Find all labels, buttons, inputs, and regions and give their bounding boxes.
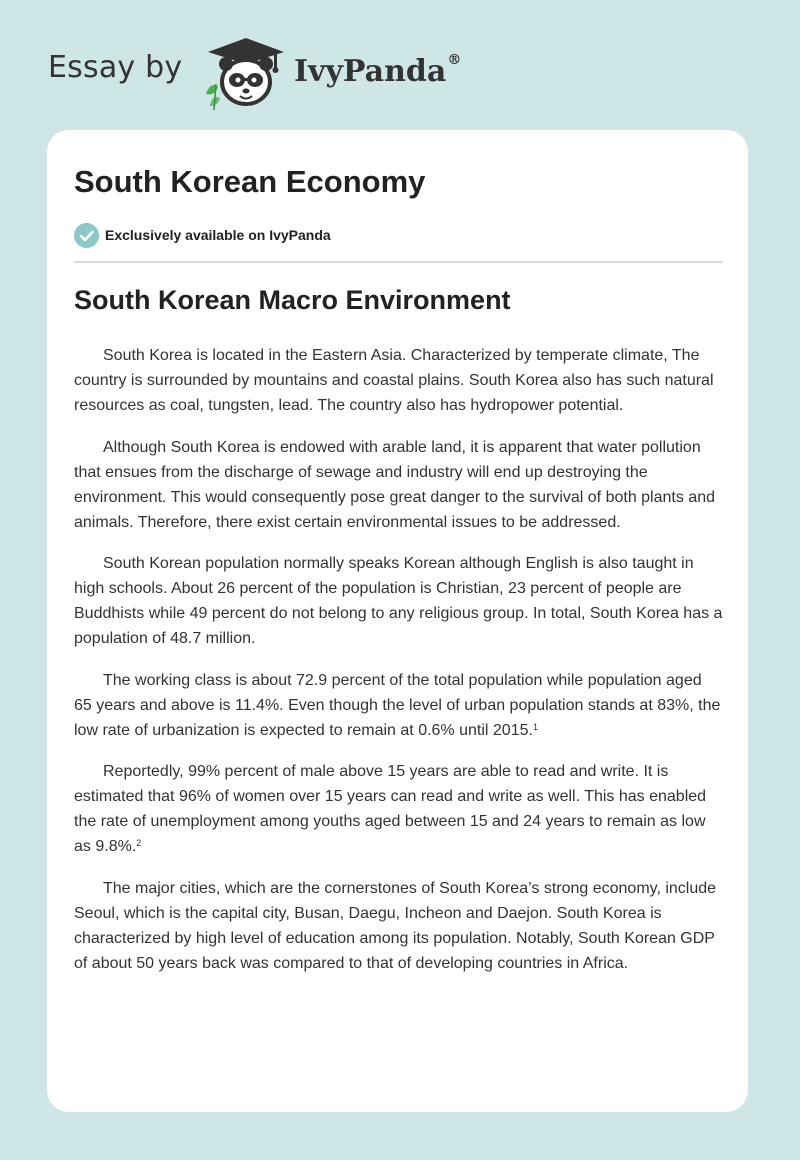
paragraph-text: Although South Korea is endowed with arable land, it is apparent that water pollution that ensues from the discharge of sewage and industry will end up destroying the environment. This would consequently pose great danger to the survival of both plants and animals. Therefore, there exist certain environmental issues to be addressed.	[74, 438, 715, 531]
section-heading: South Korean Macro Environment	[74, 285, 511, 315]
panda-logo-icon	[202, 34, 288, 110]
paragraph-text: Reportedly, 99% percent of male above 15 years are able to read and write. It is estimated that 96% of women over 15 years can read and write as well. This has enabled the rate of unemployment among youths aged between 15 and 24 years to remain as low as 9.8%.	[74, 763, 707, 855]
brand-name	[294, 54, 461, 89]
paragraph	[74, 343, 723, 418]
essay-by-label: Essay by	[48, 50, 183, 85]
paragraph-text: The working class is about 72.9 percent of the total population while population aged 65 years and above is 11.4%. Even though the level of urban population stands at 83%, the low rate of urbanization is expected to remain at 0.6% until 2015.	[74, 671, 721, 739]
exclusive-badge-label: Exclusively available on IvyPanda	[105, 227, 331, 243]
site-header	[48, 34, 468, 110]
paragraph	[74, 551, 723, 651]
paragraph	[74, 668, 723, 743]
exclusive-badge	[74, 222, 331, 248]
paragraph	[74, 759, 723, 859]
paragraph	[74, 435, 723, 535]
paragraph-text: South Korea is located in the Eastern Asia. Characterized by temperate climate, The country is surrounded by mountains and coastal plains. South Korea also has such natural resources as coal, tungsten, lead. The country also has hydropower potential.	[74, 347, 714, 414]
page-title: South Korean Economy	[74, 164, 426, 199]
footnote-ref[interactable]: 1	[532, 721, 538, 732]
essay-body	[74, 343, 723, 992]
brand-text: IvyPanda	[294, 54, 447, 89]
registered-mark: ®	[447, 52, 462, 68]
essay-card	[47, 130, 748, 1112]
paragraph-text: The major cities, which are the cornerstones of South Korea’s strong economy, include Seoul, which is the capital city, Busan, Daegu, Incheon and Daejon. South Korea is characterized by high level of education among its population. Notably, South Korean GDP of about 50 years back was compared to that of developing countries in Africa.	[74, 879, 717, 972]
footnote-ref[interactable]: 2	[136, 838, 142, 848]
check-circle-icon	[74, 223, 99, 248]
paragraph-text: South Korean population normally speaks Korean although English is also taught in high schools. About 26 percent of the population is Christian, 23 percent of people are Buddhists while 49 percent do not belong to any religious group. In total, South Korea has a population of 48.7 million.	[74, 555, 723, 647]
divider	[74, 261, 723, 263]
paragraph	[74, 876, 723, 976]
